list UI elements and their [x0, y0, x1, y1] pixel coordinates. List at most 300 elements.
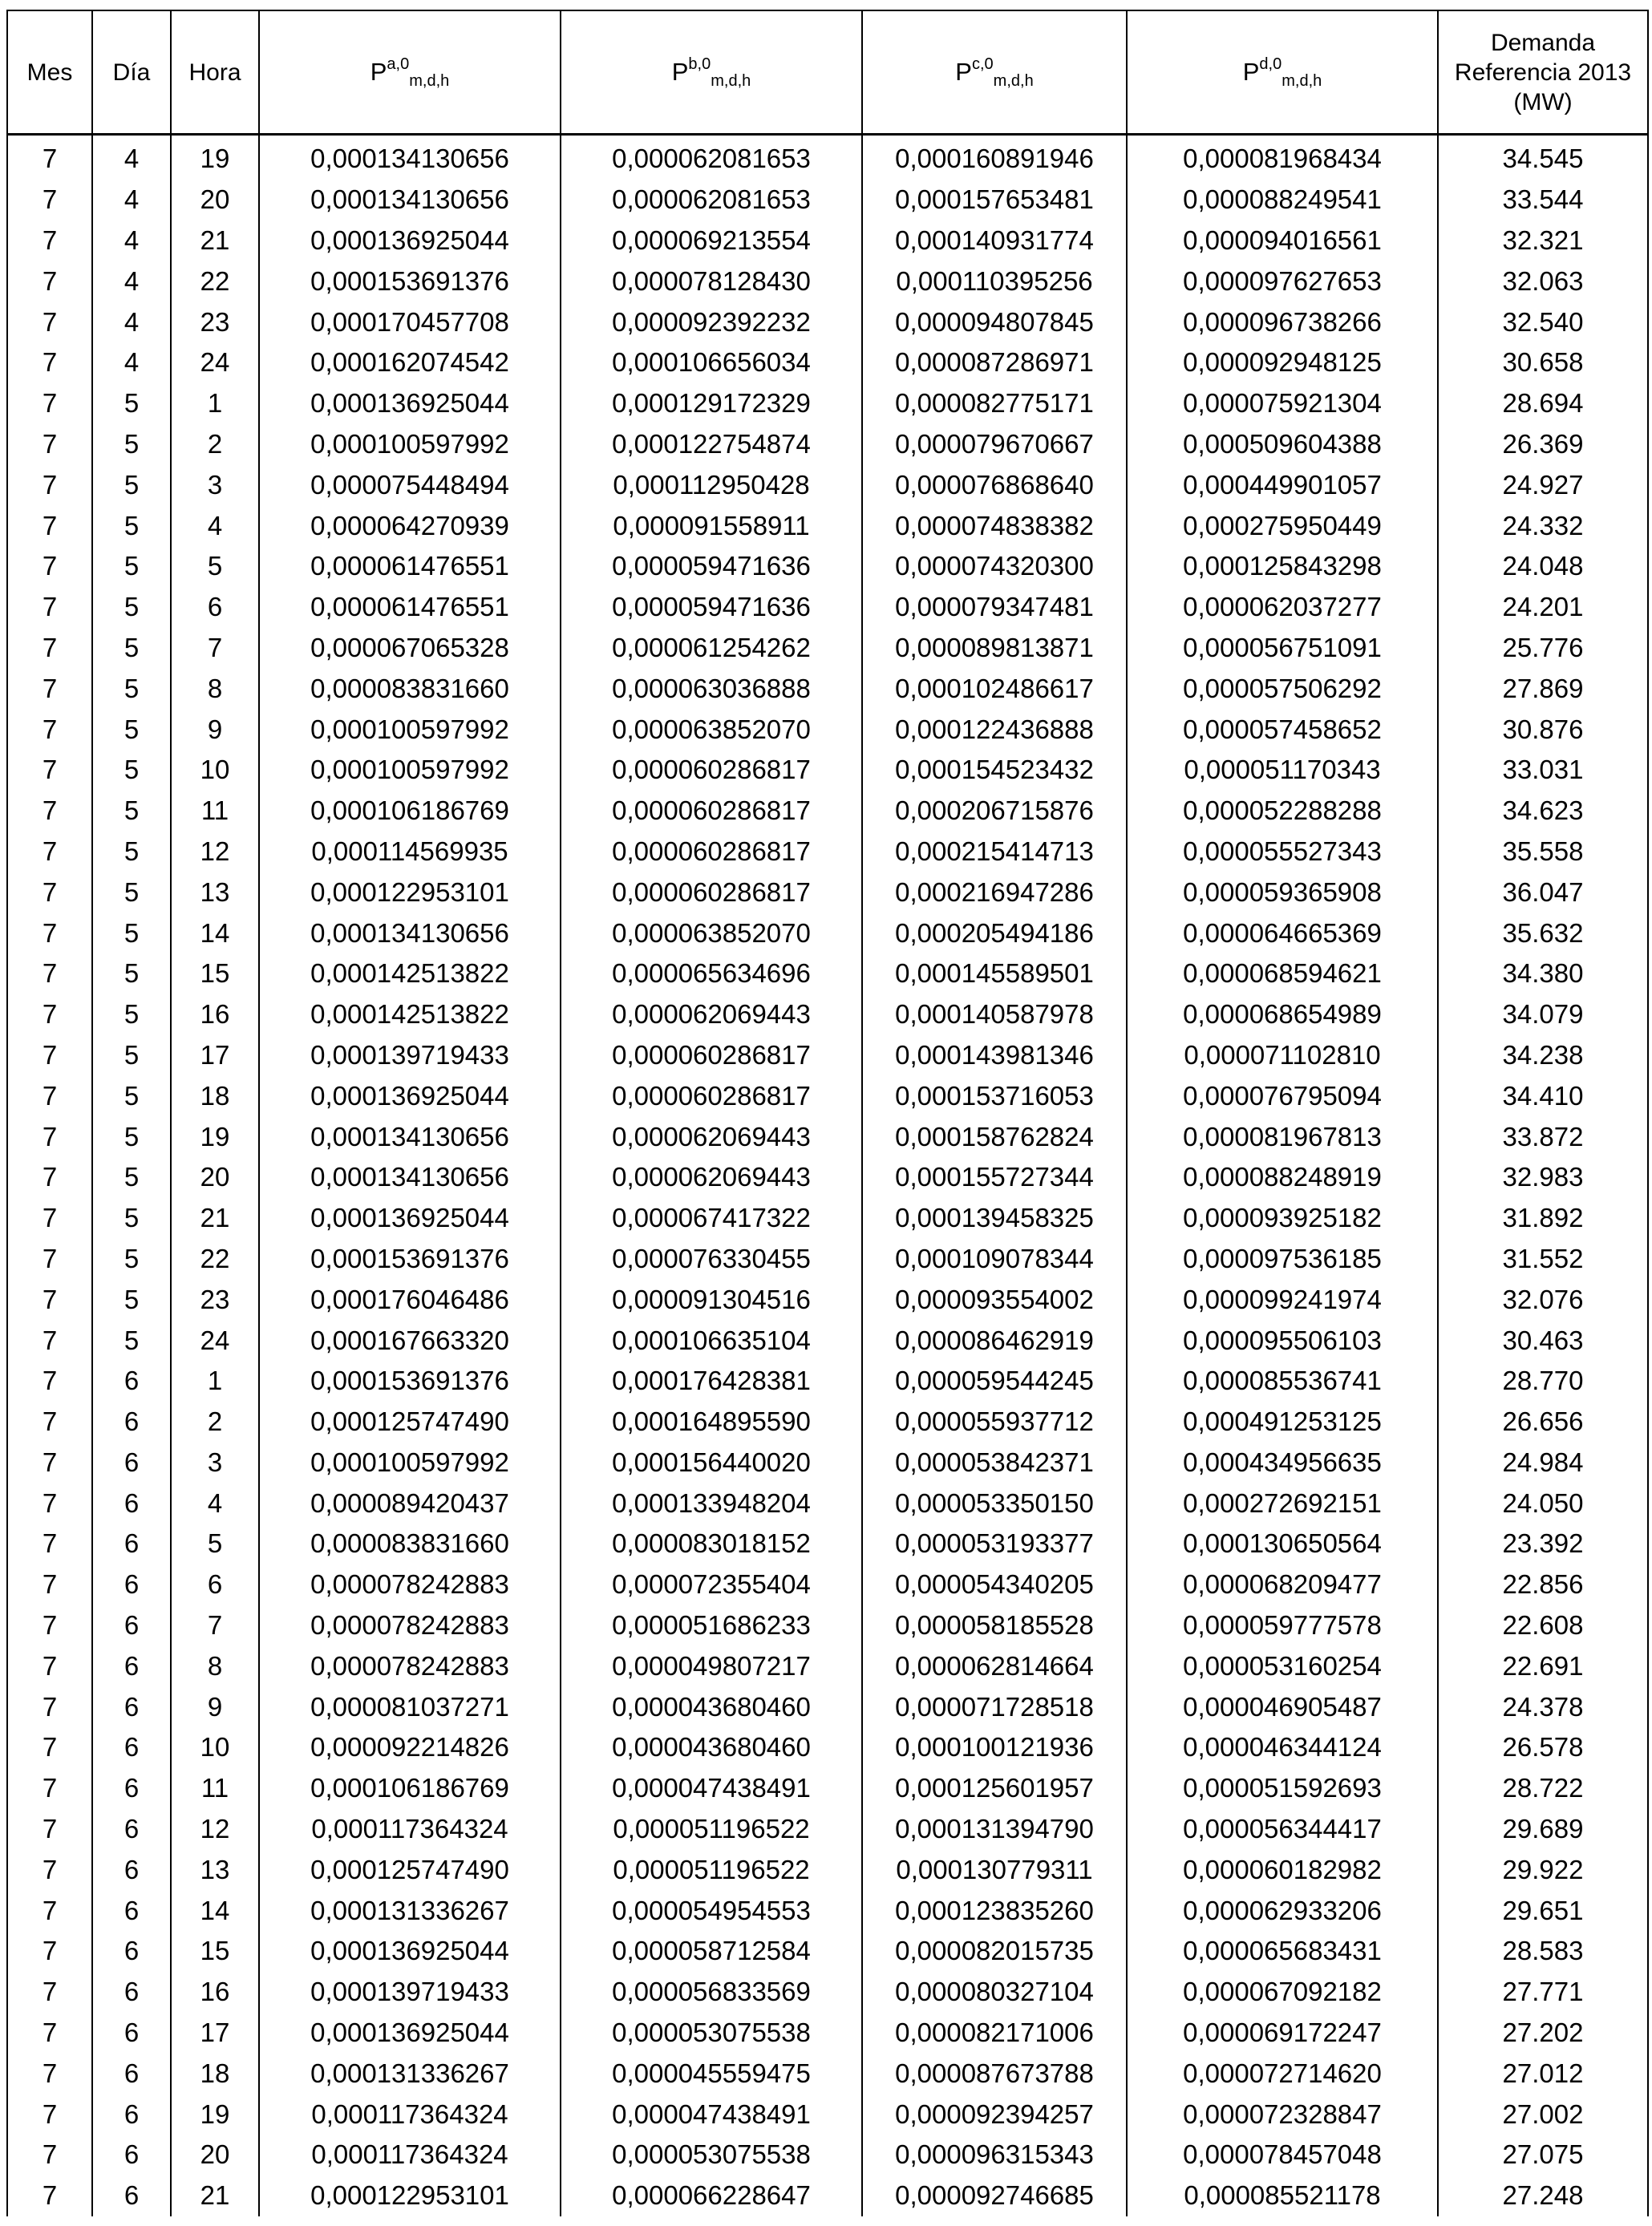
dia-cell: 6 [92, 1524, 171, 1564]
pb-cell: 0,000092392232 [561, 302, 862, 342]
mes-cell: 7 [7, 994, 92, 1035]
hora-cell: 20 [171, 1157, 259, 1198]
pa-cell: 0,000061476551 [259, 587, 561, 628]
mes-cell: 7 [7, 1727, 92, 1768]
pb-cell: 0,000122754874 [561, 424, 862, 465]
dia-cell: 6 [92, 1727, 171, 1768]
pd-cell: 0,000067092182 [1127, 1972, 1438, 2013]
pd-cell: 0,000055527343 [1127, 832, 1438, 872]
pc-cell: 0,000079347481 [862, 587, 1127, 628]
table-row [7, 1645, 1648, 1686]
pd-cell: 0,000081967813 [1127, 1116, 1438, 1157]
header-mes: Mes [7, 10, 92, 135]
demanda-cell: 30.463 [1438, 1320, 1648, 1361]
hora-cell: 10 [171, 1727, 259, 1768]
dia-cell: 6 [92, 1645, 171, 1686]
pc-cell: 0,000087673788 [862, 2053, 1127, 2094]
pa-cell: 0,000176046486 [259, 1279, 561, 1320]
dia-cell: 5 [92, 1279, 171, 1320]
pc-cell: 0,000055937712 [862, 1402, 1127, 1443]
table-row [7, 342, 1648, 383]
mes-cell: 7 [7, 383, 92, 424]
hora-cell: 24 [171, 342, 259, 383]
demanda-cell: 27.002 [1438, 2094, 1648, 2135]
pc-cell: 0,000092394257 [862, 2094, 1127, 2135]
header-demanda-line-1: Demanda [1490, 29, 1596, 56]
dia-cell: 6 [92, 1972, 171, 2013]
pc-cell: 0,000082171006 [862, 2013, 1127, 2054]
pb-cell: 0,000091304516 [561, 1279, 862, 1320]
dia-cell: 5 [92, 1157, 171, 1198]
demanda-cell: 22.608 [1438, 1605, 1648, 1646]
pb-cell: 0,000083018152 [561, 1524, 862, 1564]
mes-cell: 7 [7, 1972, 92, 2013]
pc-cell: 0,000125601957 [862, 1768, 1127, 1809]
pa-cell: 0,000117364324 [259, 1809, 561, 1850]
pc-cell: 0,000082015735 [862, 1931, 1127, 1972]
pb-cell: 0,000063036888 [561, 668, 862, 709]
pc-cell: 0,000215414713 [862, 832, 1127, 872]
header-pb [561, 10, 862, 135]
pd-cell: 0,000088248919 [1127, 1157, 1438, 1198]
pc-cell: 0,000071728518 [862, 1686, 1127, 1727]
demanda-cell: 30.658 [1438, 342, 1648, 383]
pc-cell: 0,000053842371 [862, 1443, 1127, 1483]
pa-cell: 0,000125747490 [259, 1402, 561, 1443]
pd-cell: 0,000072328847 [1127, 2094, 1438, 2135]
dia-cell: 6 [92, 2013, 171, 2054]
hora-cell: 6 [171, 1564, 259, 1605]
pa-cell: 0,000142513822 [259, 994, 561, 1035]
pa-cell: 0,000081037271 [259, 1686, 561, 1727]
pb-cell: 0,000060286817 [561, 872, 862, 913]
hora-cell: 10 [171, 750, 259, 791]
table-row [7, 1849, 1648, 1890]
hora-cell: 2 [171, 1402, 259, 1443]
pc-cell: 0,000158762824 [862, 1116, 1127, 1157]
header-pc-base: P [955, 58, 972, 86]
pc-cell: 0,000153716053 [862, 1075, 1127, 1116]
pa-cell: 0,000167663320 [259, 1320, 561, 1361]
pd-cell: 0,000060182982 [1127, 1849, 1438, 1890]
hora-cell: 5 [171, 1524, 259, 1564]
pc-cell: 0,000155727344 [862, 1157, 1127, 1198]
table-row [7, 464, 1648, 505]
demanda-cell: 32.076 [1438, 1279, 1648, 1320]
demanda-cell: 34.079 [1438, 994, 1648, 1035]
pc-cell: 0,000094807845 [862, 302, 1127, 342]
pa-cell: 0,000117364324 [259, 2094, 561, 2135]
header-demanda-line-2: Referencia 2013 [1454, 59, 1632, 86]
pd-cell: 0,000056344417 [1127, 1809, 1438, 1850]
mes-cell: 7 [7, 709, 92, 750]
pb-cell: 0,000076330455 [561, 1239, 862, 1280]
pa-cell: 0,000142513822 [259, 953, 561, 994]
pd-cell: 0,000096738266 [1127, 302, 1438, 342]
hora-cell: 9 [171, 709, 259, 750]
table-row [7, 913, 1648, 953]
dia-cell: 6 [92, 1605, 171, 1646]
dia-cell: 6 [92, 2053, 171, 2094]
pb-cell: 0,000078128430 [561, 261, 862, 302]
demanda-cell: 27.248 [1438, 2175, 1648, 2216]
dia-cell: 5 [92, 1035, 171, 1076]
dia-cell: 5 [92, 953, 171, 994]
mes-cell: 7 [7, 424, 92, 465]
pc-cell: 0,000154523432 [862, 750, 1127, 791]
dia-cell: 5 [92, 424, 171, 465]
pd-cell: 0,000062037277 [1127, 587, 1438, 628]
pa-cell: 0,000153691376 [259, 1239, 561, 1280]
pb-cell: 0,000054954553 [561, 1890, 862, 1931]
dia-cell: 6 [92, 1849, 171, 1890]
hora-cell: 24 [171, 1320, 259, 1361]
pa-cell: 0,000100597992 [259, 424, 561, 465]
table-row [7, 953, 1648, 994]
mes-cell: 7 [7, 1645, 92, 1686]
table-row [7, 994, 1648, 1035]
pd-cell: 0,000093925182 [1127, 1198, 1438, 1239]
demanda-cell: 36.047 [1438, 872, 1648, 913]
pd-cell: 0,000071102810 [1127, 1035, 1438, 1076]
table-row [7, 2094, 1648, 2135]
header-dia: Día [92, 10, 171, 135]
hora-cell: 18 [171, 1075, 259, 1116]
mes-cell: 7 [7, 1116, 92, 1157]
demanda-cell: 31.892 [1438, 1198, 1648, 1239]
dia-cell: 6 [92, 1483, 171, 1524]
pc-cell: 0,000130779311 [862, 1849, 1127, 1890]
pd-cell: 0,000052288288 [1127, 791, 1438, 832]
pd-cell: 0,000094016561 [1127, 221, 1438, 261]
table-row [7, 1157, 1648, 1198]
pd-cell: 0,000075921304 [1127, 383, 1438, 424]
demanda-cell: 24.378 [1438, 1686, 1648, 1727]
mes-cell: 7 [7, 2013, 92, 2054]
table-row [7, 180, 1648, 221]
pa-cell: 0,000131336267 [259, 2053, 561, 2094]
pd-cell: 0,000078457048 [1127, 2135, 1438, 2175]
pc-cell: 0,000139458325 [862, 1198, 1127, 1239]
demanda-cell: 27.012 [1438, 2053, 1648, 2094]
demanda-cell: 28.770 [1438, 1361, 1648, 1402]
table-row [7, 2135, 1648, 2175]
pd-cell: 0,000057506292 [1127, 668, 1438, 709]
pb-cell: 0,000053075538 [561, 2013, 862, 2054]
pd-cell: 0,000130650564 [1127, 1524, 1438, 1564]
hora-cell: 7 [171, 628, 259, 669]
mes-cell: 7 [7, 1809, 92, 1850]
mes-cell: 7 [7, 261, 92, 302]
pc-cell: 0,000110395256 [862, 261, 1127, 302]
demanda-cell: 34.545 [1438, 135, 1648, 180]
dia-cell: 5 [92, 383, 171, 424]
hora-cell: 20 [171, 180, 259, 221]
mes-cell: 7 [7, 1768, 92, 1809]
table-row [7, 261, 1648, 302]
pb-cell: 0,000045559475 [561, 2053, 862, 2094]
pc-cell: 0,000074320300 [862, 546, 1127, 587]
mes-cell: 7 [7, 1279, 92, 1320]
hora-cell: 17 [171, 2013, 259, 2054]
header-pb-sub: m,d,h [711, 72, 751, 90]
pb-cell: 0,000053075538 [561, 2135, 862, 2175]
pc-cell: 0,000087286971 [862, 342, 1127, 383]
dia-cell: 6 [92, 1443, 171, 1483]
pa-cell: 0,000078242883 [259, 1645, 561, 1686]
pb-cell: 0,000060286817 [561, 1075, 862, 1116]
pa-cell: 0,000122953101 [259, 2175, 561, 2216]
table-body [7, 135, 1648, 2216]
pd-cell: 0,000059777578 [1127, 1605, 1438, 1646]
pd-cell: 0,000065683431 [1127, 1931, 1438, 1972]
dia-cell: 5 [92, 1116, 171, 1157]
demanda-cell: 24.332 [1438, 505, 1648, 546]
demand-table [6, 10, 1649, 2216]
hora-cell: 1 [171, 383, 259, 424]
pa-cell: 0,000139719433 [259, 1035, 561, 1076]
mes-cell: 7 [7, 1605, 92, 1646]
table-row [7, 587, 1648, 628]
mes-cell: 7 [7, 546, 92, 587]
pb-cell: 0,000091558911 [561, 505, 862, 546]
pb-cell: 0,000058712584 [561, 1931, 862, 1972]
header-pa [259, 10, 561, 135]
hora-cell: 22 [171, 261, 259, 302]
demanda-cell: 22.856 [1438, 1564, 1648, 1605]
pa-cell: 0,000125747490 [259, 1849, 561, 1890]
pb-cell: 0,000062069443 [561, 1116, 862, 1157]
pb-cell: 0,000066228647 [561, 2175, 862, 2216]
dia-cell: 4 [92, 180, 171, 221]
mes-cell: 7 [7, 464, 92, 505]
pa-cell: 0,000122953101 [259, 872, 561, 913]
pb-cell: 0,000164895590 [561, 1402, 862, 1443]
header-hora: Hora [171, 10, 259, 135]
header-pd-sup: d,0 [1259, 55, 1282, 73]
pb-cell: 0,000063852070 [561, 709, 862, 750]
header-pd-sub: m,d,h [1282, 72, 1322, 90]
pd-cell: 0,000491253125 [1127, 1402, 1438, 1443]
table-row [7, 2053, 1648, 2094]
pb-cell: 0,000051686233 [561, 1605, 862, 1646]
hora-cell: 16 [171, 994, 259, 1035]
dia-cell: 6 [92, 1564, 171, 1605]
hora-cell: 12 [171, 1809, 259, 1850]
hora-cell: 23 [171, 302, 259, 342]
hora-cell: 8 [171, 1645, 259, 1686]
mes-cell: 7 [7, 668, 92, 709]
hora-cell: 23 [171, 1279, 259, 1320]
pb-cell: 0,000043680460 [561, 1686, 862, 1727]
demanda-cell: 25.776 [1438, 628, 1648, 669]
pa-cell: 0,000134130656 [259, 1116, 561, 1157]
pc-cell: 0,000143981346 [862, 1035, 1127, 1076]
hora-cell: 4 [171, 505, 259, 546]
table-row [7, 1402, 1648, 1443]
dia-cell: 5 [92, 709, 171, 750]
pa-cell: 0,000134130656 [259, 135, 561, 180]
mes-cell: 7 [7, 872, 92, 913]
pd-cell: 0,000272692151 [1127, 1483, 1438, 1524]
pa-cell: 0,000106186769 [259, 1768, 561, 1809]
table-row [7, 1483, 1648, 1524]
demanda-cell: 32.983 [1438, 1157, 1648, 1198]
dia-cell: 5 [92, 505, 171, 546]
pd-cell: 0,000057458652 [1127, 709, 1438, 750]
pd-cell: 0,000088249541 [1127, 180, 1438, 221]
pc-cell: 0,000096315343 [862, 2135, 1127, 2175]
pa-cell: 0,000134130656 [259, 913, 561, 953]
pa-cell: 0,000083831660 [259, 1524, 561, 1564]
mes-cell: 7 [7, 1483, 92, 1524]
dia-cell: 4 [92, 342, 171, 383]
demanda-cell: 28.694 [1438, 383, 1648, 424]
pd-cell: 0,000125843298 [1127, 546, 1438, 587]
pa-cell: 0,000136925044 [259, 1075, 561, 1116]
pd-cell: 0,000059365908 [1127, 872, 1438, 913]
pd-cell: 0,000097627653 [1127, 261, 1438, 302]
mes-cell: 7 [7, 587, 92, 628]
hora-cell: 19 [171, 1116, 259, 1157]
pb-cell: 0,000060286817 [561, 1035, 862, 1076]
pd-cell: 0,000053160254 [1127, 1645, 1438, 1686]
mes-cell: 7 [7, 1931, 92, 1972]
pb-cell: 0,000112950428 [561, 464, 862, 505]
dia-cell: 5 [92, 1239, 171, 1280]
hora-cell: 21 [171, 221, 259, 261]
pc-cell: 0,000053193377 [862, 1524, 1127, 1564]
table-row [7, 628, 1648, 669]
pd-cell: 0,000068654989 [1127, 994, 1438, 1035]
header-pc-sub: m,d,h [993, 72, 1034, 90]
demanda-cell: 32.063 [1438, 261, 1648, 302]
pd-cell: 0,000064665369 [1127, 913, 1438, 953]
pa-cell: 0,000139719433 [259, 1972, 561, 2013]
hora-cell: 20 [171, 2135, 259, 2175]
pc-cell: 0,000123835260 [862, 1890, 1127, 1931]
pb-cell: 0,000062081653 [561, 135, 862, 180]
pd-cell: 0,000068209477 [1127, 1564, 1438, 1605]
pa-cell: 0,000153691376 [259, 261, 561, 302]
dia-cell: 4 [92, 135, 171, 180]
hora-cell: 14 [171, 1890, 259, 1931]
pd-cell: 0,000072714620 [1127, 2053, 1438, 2094]
hora-cell: 1 [171, 1361, 259, 1402]
pb-cell: 0,000067417322 [561, 1198, 862, 1239]
table-row [7, 2175, 1648, 2216]
table-row [7, 505, 1648, 546]
table-row [7, 1320, 1648, 1361]
dia-cell: 6 [92, 1931, 171, 1972]
pb-cell: 0,000060286817 [561, 832, 862, 872]
demanda-cell: 31.552 [1438, 1239, 1648, 1280]
hora-cell: 3 [171, 464, 259, 505]
dia-cell: 6 [92, 1402, 171, 1443]
table-row [7, 1035, 1648, 1076]
pc-cell: 0,000205494186 [862, 913, 1127, 953]
pd-cell: 0,000069172247 [1127, 2013, 1438, 2054]
table-row [7, 1443, 1648, 1483]
header-pb-sup: b,0 [688, 55, 711, 73]
demanda-cell: 24.050 [1438, 1483, 1648, 1524]
pb-cell: 0,000156440020 [561, 1443, 862, 1483]
pb-cell: 0,000062081653 [561, 180, 862, 221]
hora-cell: 2 [171, 424, 259, 465]
pa-cell: 0,000100597992 [259, 750, 561, 791]
pc-cell: 0,000140587978 [862, 994, 1127, 1035]
hora-cell: 21 [171, 1198, 259, 1239]
pc-cell: 0,000109078344 [862, 1239, 1127, 1280]
pd-cell: 0,000095506103 [1127, 1320, 1438, 1361]
table-row [7, 1075, 1648, 1116]
pa-cell: 0,000136925044 [259, 1198, 561, 1239]
demanda-cell: 24.927 [1438, 464, 1648, 505]
pb-cell: 0,000133948204 [561, 1483, 862, 1524]
pb-cell: 0,000051196522 [561, 1809, 862, 1850]
table-row [7, 2013, 1648, 2054]
pd-cell: 0,000051170343 [1127, 750, 1438, 791]
pb-cell: 0,000065634696 [561, 953, 862, 994]
demanda-cell: 26.656 [1438, 1402, 1648, 1443]
header-demanda-line-3: (MW) [1513, 88, 1573, 115]
demanda-cell: 32.540 [1438, 302, 1648, 342]
table-row [7, 750, 1648, 791]
table-header-row [7, 10, 1648, 135]
dia-cell: 6 [92, 2135, 171, 2175]
header-pd-base: P [1242, 58, 1260, 86]
pa-cell: 0,000067065328 [259, 628, 561, 669]
pd-cell: 0,000099241974 [1127, 1279, 1438, 1320]
demanda-cell: 24.048 [1438, 546, 1648, 587]
hora-cell: 5 [171, 546, 259, 587]
mes-cell: 7 [7, 750, 92, 791]
table-row [7, 1198, 1648, 1239]
pd-cell: 0,000097536185 [1127, 1239, 1438, 1280]
table-row [7, 1972, 1648, 2013]
pa-cell: 0,000136925044 [259, 221, 561, 261]
pd-cell: 0,000275950449 [1127, 505, 1438, 546]
demanda-cell: 34.410 [1438, 1075, 1648, 1116]
demanda-cell: 35.558 [1438, 832, 1648, 872]
pa-cell: 0,000134130656 [259, 180, 561, 221]
hora-cell: 19 [171, 135, 259, 180]
dia-cell: 5 [92, 464, 171, 505]
mes-cell: 7 [7, 913, 92, 953]
dia-cell: 5 [92, 668, 171, 709]
pa-cell: 0,000162074542 [259, 342, 561, 383]
pb-cell: 0,000072355404 [561, 1564, 862, 1605]
dia-cell: 5 [92, 750, 171, 791]
mes-cell: 7 [7, 1035, 92, 1076]
pd-cell: 0,000062933206 [1127, 1890, 1438, 1931]
header-pa-sub: m,d,h [409, 72, 450, 90]
demanda-cell: 34.380 [1438, 953, 1648, 994]
dia-cell: 5 [92, 587, 171, 628]
pd-cell: 0,000081968434 [1127, 135, 1438, 180]
pc-cell: 0,000059544245 [862, 1361, 1127, 1402]
pc-cell: 0,000082775171 [862, 383, 1127, 424]
hora-cell: 12 [171, 832, 259, 872]
pd-cell: 0,000434956635 [1127, 1443, 1438, 1483]
demanda-cell: 28.583 [1438, 1931, 1648, 1972]
pb-cell: 0,000060286817 [561, 750, 862, 791]
pa-cell: 0,000100597992 [259, 709, 561, 750]
pa-cell: 0,000075448494 [259, 464, 561, 505]
table-row [7, 709, 1648, 750]
pc-cell: 0,000102486617 [862, 668, 1127, 709]
mes-cell: 7 [7, 832, 92, 872]
